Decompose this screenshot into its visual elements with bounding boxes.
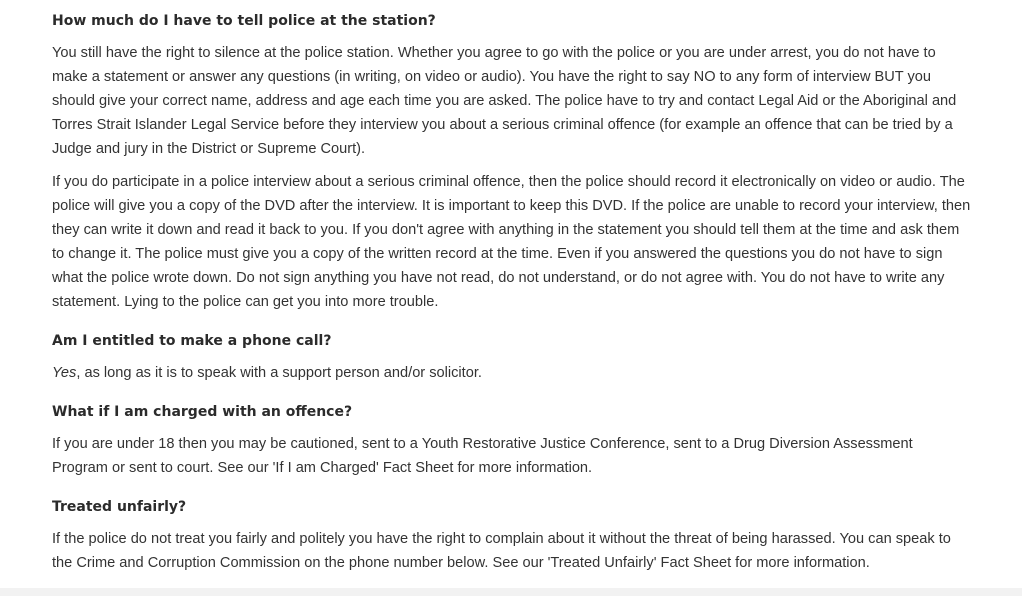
footer-divider [0,588,1022,596]
section-heading: Am I entitled to make a phone call? [52,333,332,349]
section-heading: What if I am charged with an offence? [52,404,353,420]
section-police-station [52,10,972,314]
section-heading: Treated unfairly? [52,499,187,515]
section-paragraph: You still have the right to silence at the police station. Whether you agree to go with the police or you are under arrest, you do not have to make a statement or answer any questions (in writing, on video or audio). You have the right to say NO to any form of interview BUT you should give your correct name, address and age each time you are asked. The police have to try and contact Legal Aid or the Aboriginal and Torres Strait Islander Legal Service before they interview you about a serious criminal offence (for example an offence that can be tried by a Judge and jury in the District or Supreme Court). [52,45,957,157]
section-paragraph: If the police do not treat you fairly and politely you have the right to complain about it without the threat of being harassed. You can speak to the Crime and Corruption Commission on the phone number below. See our 'Treated Unfairly' Fact Sheet for more information. [52,531,951,571]
section-charged [52,401,972,480]
fact-sheet-content [52,10,972,584]
section-phone-call [52,330,972,385]
section-paragraph: If you are under 18 then you may be cautioned, sent to a Youth Restorative Justice Conference, sent to a Drug Diversion Assessment Program or sent to court. See our 'If I am Charged' Fact Sheet for more information. [52,436,913,476]
section-paragraph: If you do participate in a police interview about a serious criminal offence, then the police should record it electronically on video or audio. The police will give you a copy of the DVD after the interview. It is important to keep this DVD. If the police are unable to record your interview, then they can write it down and read it back to you. If you don't agree with anything in the statement you should tell them at the time and ask them to change it. The police must give you a copy of the written record at the time. Even if you answered the questions you do not have to sign what the police wrote down. Do not sign anything you have not read, do not understand, or do not agree with. You do not have to write any statement. Lying to the police can get you into more trouble. [52,174,971,310]
answer-emphasis: Yes [52,365,77,381]
section-heading: How much do I have to tell police at the station? [52,13,436,29]
section-paragraph [52,361,972,385]
section-treated-unfairly [52,496,972,575]
answer-text: , as long as it is to speak with a support person and/or solicitor. [76,365,482,381]
